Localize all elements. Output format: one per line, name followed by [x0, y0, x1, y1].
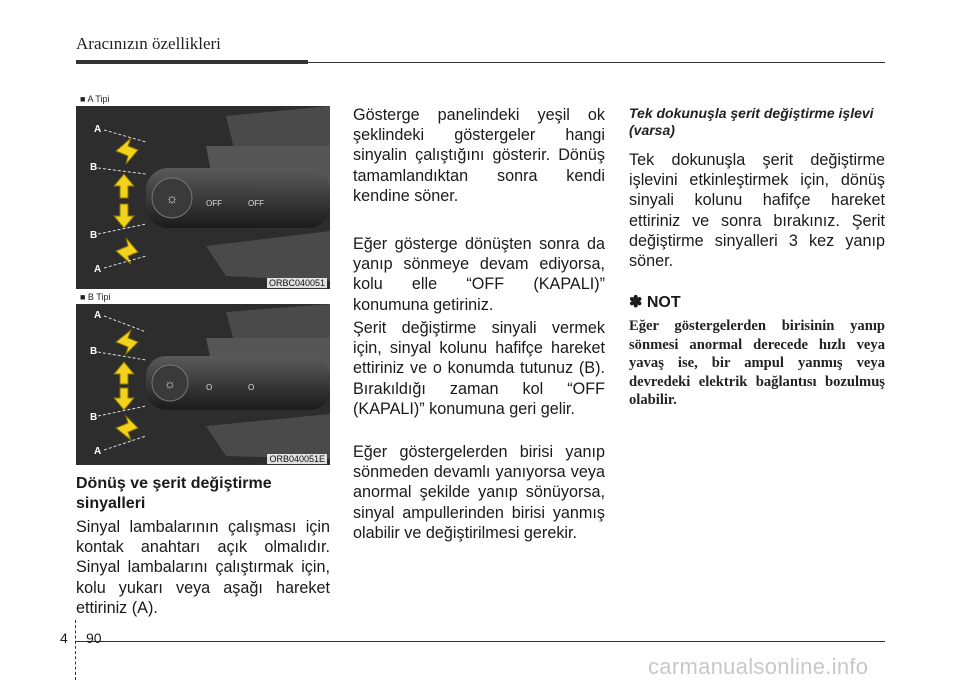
label-b-fig-b-bottom: B [90, 412, 98, 423]
figure-a-tag: ■ A Tipi [80, 94, 110, 104]
section-heading: Dönüş ve şerit değiştirme sinyalleri [76, 475, 272, 512]
section-paragraph-3: Eğer gösterge dönüşten sonra da yanıp sönmeye devam ediyorsa, kolu elle “OFF (KAPALI)” konumuna getiriniz. [353, 235, 605, 314]
section-paragraph-2: Gösterge panelindeki yeşil ok şeklindeki göstergeler hangi sinyalin çalıştığını gösterir. Dönüş tamamlandıktan sonra kendi kendine söner. [353, 106, 605, 205]
note-body: Eğer göstergelerden birisinin yanıp sönmesi anormal derecede hızlı veya yavaş ise, bir ampul yanmış veya devredeki elektrik bağlantısı bozulmuş olabilir. [629, 318, 885, 408]
figure-a-turn-signal-lever [76, 106, 330, 289]
figure-a-code: ORBC040051 [268, 278, 325, 288]
o-label-1: O [206, 383, 213, 392]
label-b-fig-a-bottom: A [94, 446, 102, 457]
note-heading: ✽ NOT [629, 294, 681, 311]
label-a-top: A [94, 124, 102, 135]
figure-b-code: ORB040051E [269, 454, 325, 464]
figure-a-illustration [76, 106, 330, 289]
figure-b-tag: ■ B Tipi [80, 292, 111, 302]
section-paragraph-4: Şerit değiştirme sinyali vermek için, sinyal kolunu hafifçe hareket ettiriniz ve o konumda tutunuz (B). Bırakıldığı zaman kol “OFF (KAPALI)” konumuna geri gelir. [353, 319, 605, 418]
section-paragraph-1: Sinyal lambalarının çalışması için kontak anahtarı açık olmalıdır. Sinyal lambalarını çalıştırmak için, kolu yukarı veya aşağı hareket ettiriniz (A). [76, 518, 330, 617]
headlight-icon: ☼ [165, 190, 179, 206]
page-number: 90 [86, 630, 102, 646]
header-rule-thin [308, 62, 885, 63]
section-paragraph-5: Eğer göstergelerden birisi yanıp sönmeden devamlı yanıyorsa veya anormal şekilde yanıp sönüyorsa, sinyal ampullerinden birisi yanmış olabilir ve değiştirilmesi gerekir. [353, 443, 605, 542]
subsection-paragraph: Tek dokunuşla şerit değiştirme işlevini etkinleştirmek için, dönüş sinyali kolunu hafifçe hareket ettiriniz ve sonra bırakınız. Şerit değiştirme sinyalleri 3 kez yanıp söner. [629, 151, 885, 271]
off-label-1: OFF [206, 199, 222, 208]
headlight-b-icon: ☼ [164, 376, 176, 391]
label-b-bottom: B [90, 230, 98, 241]
chapter-number: 4 [60, 630, 68, 646]
footer-rule [76, 641, 885, 642]
header-rule-thick [76, 60, 308, 64]
figure-b-illustration [76, 304, 330, 465]
label-b-fig-b-top: B [90, 346, 98, 357]
label-b-fig-a-top: A [94, 310, 102, 321]
figure-b-turn-signal-lever [76, 304, 330, 465]
off-label-2: OFF [248, 199, 264, 208]
label-b-top: B [90, 162, 98, 173]
footer-divider [75, 620, 76, 680]
o-label-2: O [248, 383, 255, 392]
label-a-bottom: A [94, 264, 102, 275]
subsection-heading: Tek dokunuşla şerit değiştirme işlevi (varsa) [629, 105, 874, 138]
page-header-title: Aracınızın özellikleri [76, 34, 221, 53]
watermark: carmanualsonline.info [648, 654, 869, 679]
